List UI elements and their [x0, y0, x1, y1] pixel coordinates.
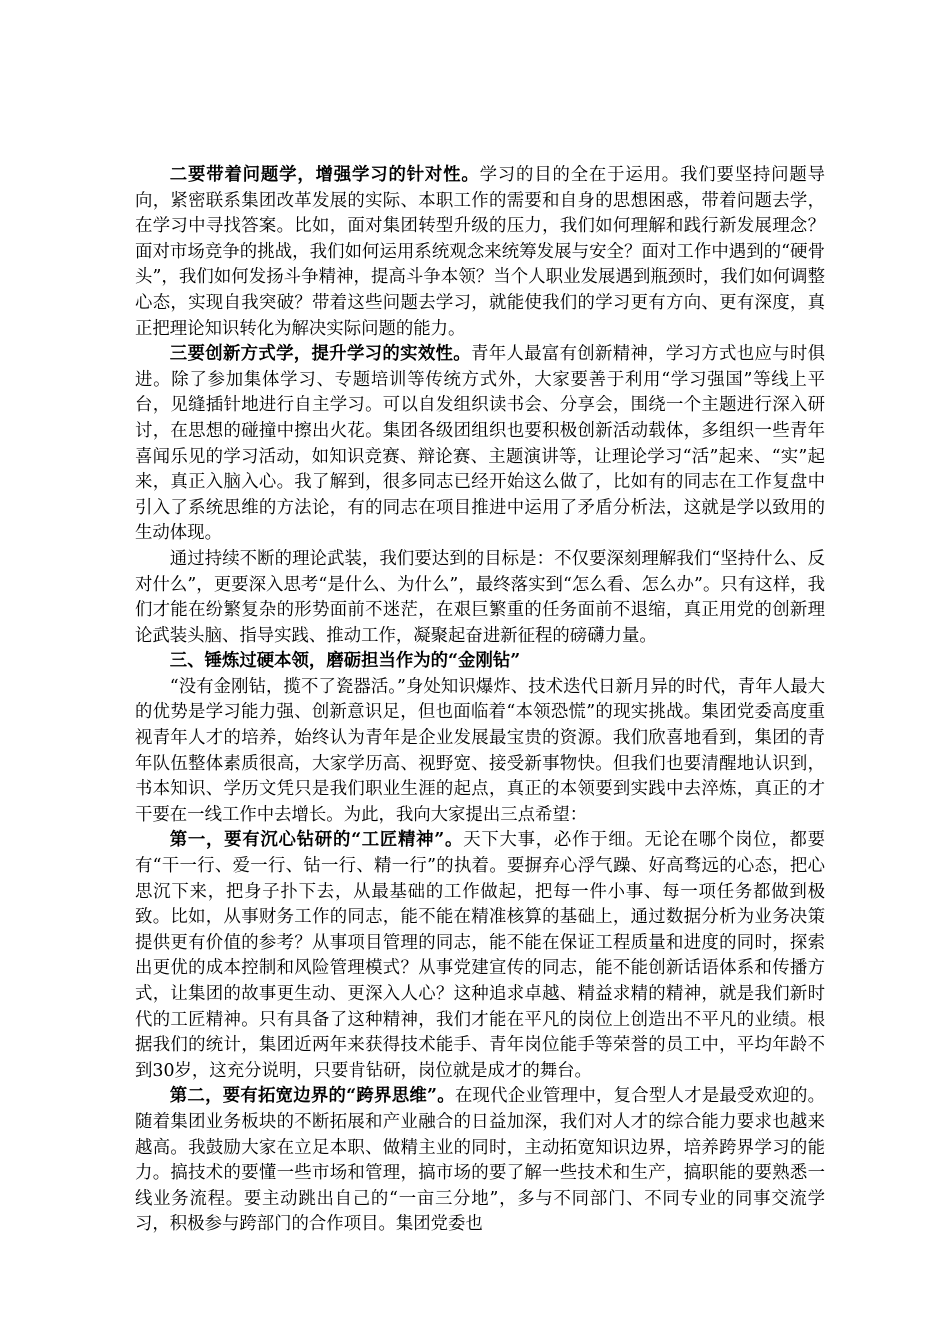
paragraph-text: “没有金刚钻，揽不了瓷器活。”身处知识爆炸、技术迭代日新月异的时代，青年人最大的优势是学习能力强、创新意识足，但也面临着“本领恐慌”的现实挑战。集团党委高度重视青年人才的培养，始终认为青年是企业发展最宝贵的资源。我们欣喜地看到，集团的青年队伍整体素质很高，大家学历高、视野宽、接受新事物快。但我们也要清醒地认识到，书本知识、学历文凭只是我们职业生涯的起点，真正的本领要到实践中去淬炼，真正的才干要在一线工作中去增长。为此，我向大家提出三点希望：: [135, 676, 825, 825]
paragraph-crossover-thinking: [135, 1084, 825, 1238]
paragraph-diamond-drill: [135, 675, 825, 829]
paragraph-text: 天下大事，必作于细。无论在哪个岗位，都要有“干一行、爱一行、钻一行、精一行”的执着。要摒弃心浮气躁、好高骛远的心态，把心思沉下来，把身子扑下去，从最基础的工作做起，把每一件小事、每一项任务都做到极致。比如，从事财务工作的同志，能不能在精准核算的基础上，通过数据分析为业务决策提供更有价值的参考？从事项目管理的同志，能不能在保证工程质量和进度的同时，探索出更优的成本控制和风险管理模式？从事党建宣传的同志，能不能创新话语体系和传播方式，让集团的故事更生动、更深入人心？这种追求卓越、精益求精的精神，就是我们新时代的工匠精神。只有具备了这种精神，我们才能在平凡的岗位上创造出不平凡的业绩。根据我们的统计，集团近两年来获得技术能手、青年岗位能手等荣誉的员工中，平均年龄不到30岁，这充分说明，只要肯钻研，岗位就是成才的舞台。: [135, 830, 825, 1081]
paragraph-lead: 第一，要有沉心钻研的“工匠精神”。: [169, 830, 464, 851]
paragraph-learn-with-problems: [135, 163, 825, 342]
paragraph-text: 通过持续不断的理论武装，我们要达到的目标是：不仅要深刻理解我们“坚持什么、反对什么”，更要深入思考“是什么、为什么”，最终落实到“怎么看、怎么办”。只有这样，我们才能在纷繁复杂的形势面前不迷茫，在艰巨繁重的任务面前不退缩，真正用党的创新理论武装头脑、指导实践、推动工作，凝聚起奋进新征程的磅礴力量。: [135, 548, 825, 646]
paragraph-text: 在现代企业管理中，复合型人才是最受欢迎的。随着集团业务板块的不断拓展和产业融合的日益加深，我们对人才的综合能力要求也越来越高。我鼓励大家在立足本职、做精主业的同时，主动拓宽知识边界，培养跨界学习的能力。搞技术的要懂一些市场和管理，搞市场的要了解一些技术和生产，搞职能的要熟悉一线业务流程。要主动跳出自己的“一亩三分地”，多与不同部门、不同专业的同事交流学习，积极参与跨部门的合作项目。集团党委也: [135, 1086, 825, 1235]
paragraph-text: 学习的目的全在于运用。我们要坚持问题导向，紧密联系集团改革发展的实际、本职工作的需要和自身的思想困惑，带着问题去学，在学习中寻找答案。比如，面对集团转型升级的压力，我们如何理解和践行新发展理念？面对市场竞争的挑战，我们如何运用系统观念来统筹发展与安全？面对工作中遇到的“硬骨头”，我们如何发扬斗争精神，提高斗争本领？当个人职业发展遇到瓶颈时，我们如何调整心态，实现自我突破？带着这些问题去学习，就能使我们的学习更有方向、更有深度，真正把理论知识转化为解决实际问题的能力。: [135, 165, 825, 339]
document-body: [135, 163, 825, 1238]
paragraph-lead: 第二，要有拓宽边界的“跨界思维”。: [169, 1086, 455, 1107]
paragraph-theory-goal: [135, 547, 825, 649]
paragraph-lead: 二要带着问题学，增强学习的针对性。: [169, 165, 480, 185]
paragraph-text: 青年人最富有创新精神，学习方式也应与时俱进。除了参加集体学习、专题培训等传统方式外，大家要善于利用“学习强国”等线上平台，见缝插针地进行自主学习。可以自发组织读书会、分享会，围绕一个主题进行深入研讨，在思想的碰撞中擦出火花。集团各级团组织也要积极创新活动载体，多组织一些青年喜闻乐见的学习活动，如知识竞赛、辩论赛、主题演讲等，让理论学习“活”起来、“实”起来，真正入脑入心。我了解到，很多同志已经开始这么做了，比如有的同志在工作复盘中引入了系统思维的方法论，有的同志在项目推进中运用了矛盾分析法，这就是学以致用的生动体现。: [135, 344, 825, 544]
paragraph-innovate-methods: [135, 342, 825, 547]
paragraph-lead: 三要创新方式学，提升学习的实效性。: [169, 344, 471, 365]
section-heading-text: 三、锤炼过硬本领，磨砺担当作为的“金刚钻”: [169, 651, 521, 672]
section-heading-3: [135, 649, 825, 675]
paragraph-craftsman-spirit: [135, 828, 825, 1084]
